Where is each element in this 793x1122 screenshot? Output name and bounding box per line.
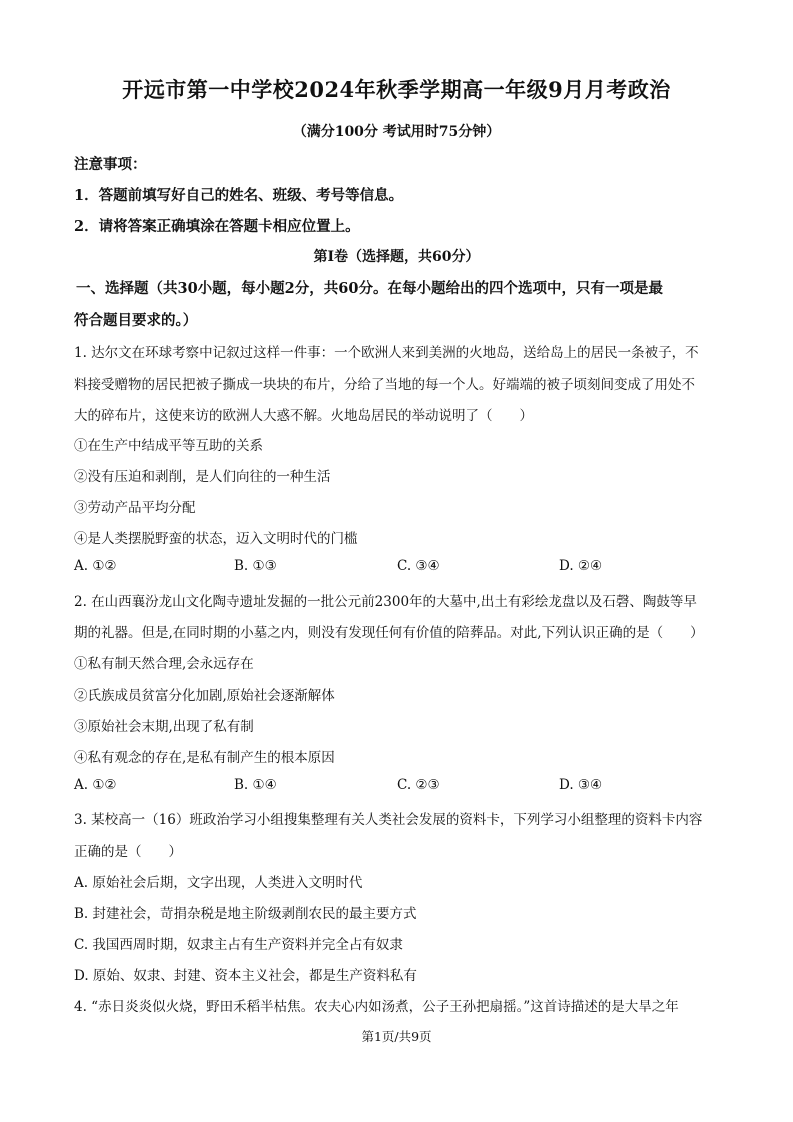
question-stem: 大的碎布片，这使来访的欧洲人大惑不解。火地岛居民的举动说明了（ ） xyxy=(74,408,533,424)
question-stem: 1. 达尔文在环球考察中记叙过这样一件事：一个欧洲人来到美洲的火地岛，送给岛上的居民一条被子，不 xyxy=(74,345,699,361)
choice-a[interactable]: A. 原始社会后期，文字出现，人类进入文明时代 xyxy=(74,875,363,891)
option-b[interactable]: B. ①④ xyxy=(234,777,277,793)
exam-subtitle: （满分100分 考试用时75分钟） xyxy=(292,124,501,140)
option-a[interactable]: A. ①② xyxy=(74,558,117,574)
statement: ①私有制天然合理,会永远存在 xyxy=(74,656,254,672)
option-d[interactable]: D. ③④ xyxy=(559,777,603,793)
statement: ③原始社会末期,出现了私有制 xyxy=(74,719,254,735)
option-d[interactable]: D. ②④ xyxy=(559,558,603,574)
statement: ①在生产中结成平等互助的关系 xyxy=(74,438,263,454)
choice-d[interactable]: D. 原始、奴隶、封建、资本主义社会，都是生产资料私有 xyxy=(74,968,417,984)
note-item: 2．请将答案正确填涂在答题卡相应位置上。 xyxy=(74,218,360,235)
question-stem: 4. “赤日炎炎似火烧，野田禾稻半枯焦。农夫心内如汤煮，公子王孙把扇摇。”这首诗描述的是大旱之年 xyxy=(74,999,679,1015)
question-stem: 3. 某校高一（16）班政治学习小组搜集整理有关人类社会发展的资料卡，下列学习小组整理的资料卡内容 xyxy=(74,812,703,828)
statement: ③劳动产品平均分配 xyxy=(74,500,196,516)
question-stem: 料接受赠物的居民把被子撕成一块块的布片，分给了当地的每一个人。好端端的被子顷刻间变成了用处不 xyxy=(74,377,695,393)
question-stem: 期的礼器。但是,在同时期的小墓之内，则没有发现任何有价值的陪葬品。对此,下列认识正确的是（ ） xyxy=(74,625,704,641)
question-stem: 正确的是（ ） xyxy=(74,844,182,860)
option-c[interactable]: C. ③④ xyxy=(397,558,440,574)
statement: ②没有压迫和剥削，是人们向往的一种生活 xyxy=(74,469,331,485)
statement: ②氏族成员贫富分化加剧,原始社会逐渐解体 xyxy=(74,688,335,704)
page-title: 开远市第一中学校2024年秋季学期高一年级9月月考政治 xyxy=(122,77,671,102)
notes-heading: 注意事项： xyxy=(74,156,147,173)
choice-c[interactable]: C. 我国西周时期，奴隶主占有生产资料并完全占有奴隶 xyxy=(74,937,403,953)
section-title: 第Ⅰ卷（选择题，共60分） xyxy=(313,249,480,265)
option-b[interactable]: B. ①③ xyxy=(234,558,277,574)
statement: ④私有观念的存在,是私有制产生的根本原因 xyxy=(74,750,335,766)
question-stem: 2. 在山西襄汾龙山文化陶寺遗址发掘的一批公元前2300年的大墓中,出土有彩绘龙盘以及石磬、陶鼓等早 xyxy=(74,594,697,610)
section-instructions: 一、选择题（共30小题，每小题2分，共60分。在每小题给出的四个选项中，只有一项是最 xyxy=(76,280,663,297)
note-item: 1．答题前填写好自己的姓名、班级、考号等信息。 xyxy=(74,187,404,204)
page-number: 第1页/共9页 xyxy=(361,1029,432,1044)
section-instructions: 符合题目要求的。） xyxy=(74,312,198,329)
statement: ④是人类摆脱野蛮的状态，迈入文明时代的门槛 xyxy=(74,531,358,547)
choice-b[interactable]: B. 封建社会，苛捐杂税是地主阶级剥削农民的最主要方式 xyxy=(74,906,417,922)
option-c[interactable]: C. ②③ xyxy=(397,777,440,793)
option-a[interactable]: A. ①② xyxy=(74,777,117,793)
